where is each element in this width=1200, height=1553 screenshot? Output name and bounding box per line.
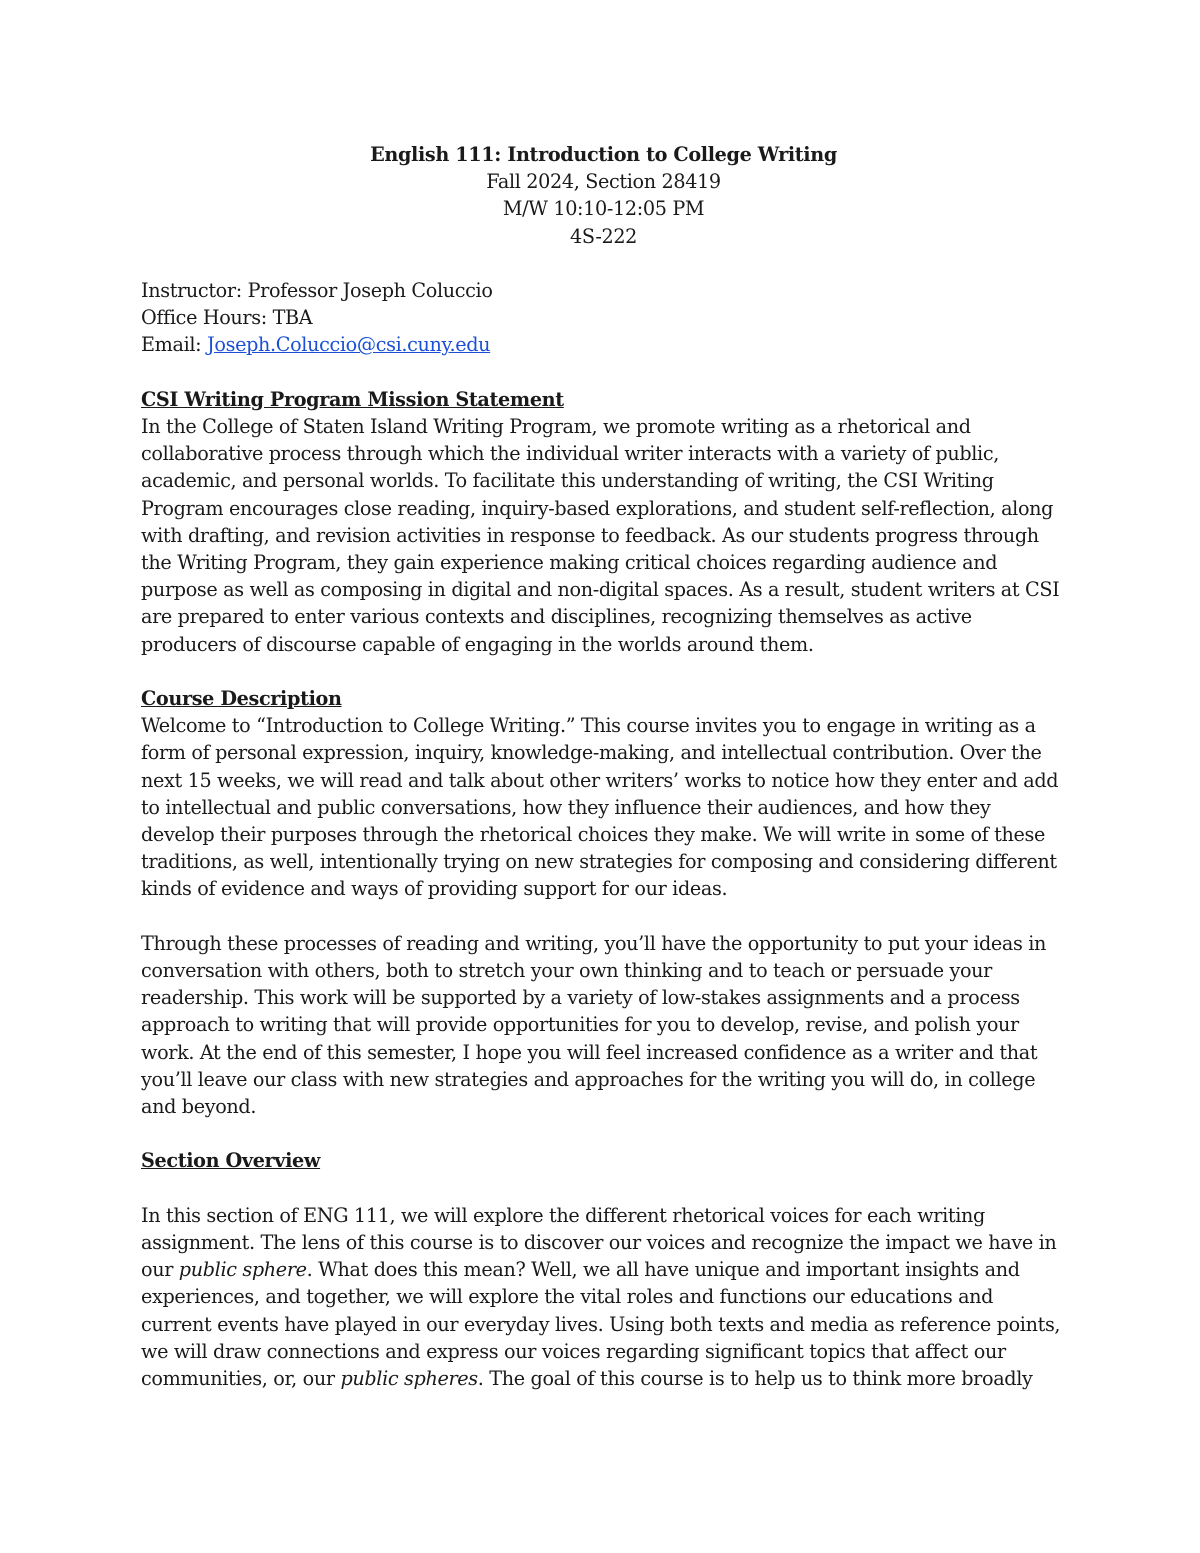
course-room: 4S-222 [569,224,638,248]
overview-text-3: . The goal of this course is to help us to think more broadly [477,1367,1033,1391]
description-section [141,685,1066,1120]
instructor-line: Instructor: Professor Joseph Coluccio [141,279,493,302]
overview-emphasis-1: public sphere [178,1258,307,1282]
course-header [141,141,1066,250]
overview-heading: Section Overview [141,1149,321,1173]
overview-paragraph [141,1202,1066,1392]
mission-section [141,386,1066,658]
contact-info [141,277,1066,359]
course-title: English 111: Introduction to College Writing [370,143,837,166]
overview-text-2: . What does this mean? Well, we all have unique and important insights and experiences, and together, we will explore the vital roles and functions our educations and current events have played in our everyday lives. Using both texts and media as reference points, we will draw connections and express our voices regarding significant topics that affect our communities, or, our [141,1258,1061,1391]
description-paragraph-1: Welcome to “Introduction to College Writing.” This course invites you to engage in writing as a form of personal expression, inquiry, knowledge-making, and intellectual contribution. Over the next 15 weeks, we will read and talk about other writers’ works to notice how they enter and add to intellectual and public conversations, how they influence their audiences, and how they develop their purposes through the rhetorical choices they make. We will write in some of these traditions, as well, intentionally trying on new strategies for composing and considering different kinds of evidence and ways of providing support for our ideas. [141,714,1059,901]
description-paragraph-2: Through these processes of reading and writing, you’ll have the opportunity to put your ideas in conversation with others, both to stretch your own thinking and to teach or persuade your readership. This work will be supported by a variety of low-stakes assignments and a process approach to writing that will provide opportunities for you to develop, revise, and polish your work. At the end of this semester, I hope you will feel increased confidence as a writer and that you’ll leave our class with new strategies and approaches for the writing you will do, in college and beyond. [141,931,1047,1119]
mission-body: In the College of Staten Island Writing Program, we promote writing as a rhetorical and collaborative process through which the individual writer interacts with a variety of public, academic, and personal worlds. To facilitate this understanding of writing, the CSI Writing Program encourages close reading, inquiry-based explorations, and student self-reflection, along with drafting, and revision activities in response to feedback. As our students progress through the Writing Program, they gain experience making critical choices regarding audience and purpose as well as composing in digital and non-digital spaces. As a result, student writers at CSI are prepared to enter various contexts and disciplines, recognizing themselves as active producers of discourse capable of engaging in the worlds around them. [141,415,1060,656]
overview-section [141,1147,1066,1392]
email-line [141,331,1066,358]
email-label: Email: [141,333,208,357]
office-hours-line: Office Hours: TBA [141,306,313,330]
course-term: Fall 2024, Section 28419 [486,170,721,194]
document-page [141,141,1066,1392]
description-heading: Course Description [141,687,342,711]
overview-text-1: In this section of ENG 111, we will explore the different rhetorical voices for each writing assignment. The lens of this course is to discover our voices and recognize the impact we have in our [141,1203,1057,1282]
email-link[interactable]: Joseph.Coluccio@csi.cuny.edu [207,333,491,357]
overview-emphasis-2: public spheres [340,1367,478,1391]
mission-heading: CSI Writing Program Mission Statement [141,387,564,411]
course-schedule: M/W 10:10-12:05 PM [502,197,705,221]
